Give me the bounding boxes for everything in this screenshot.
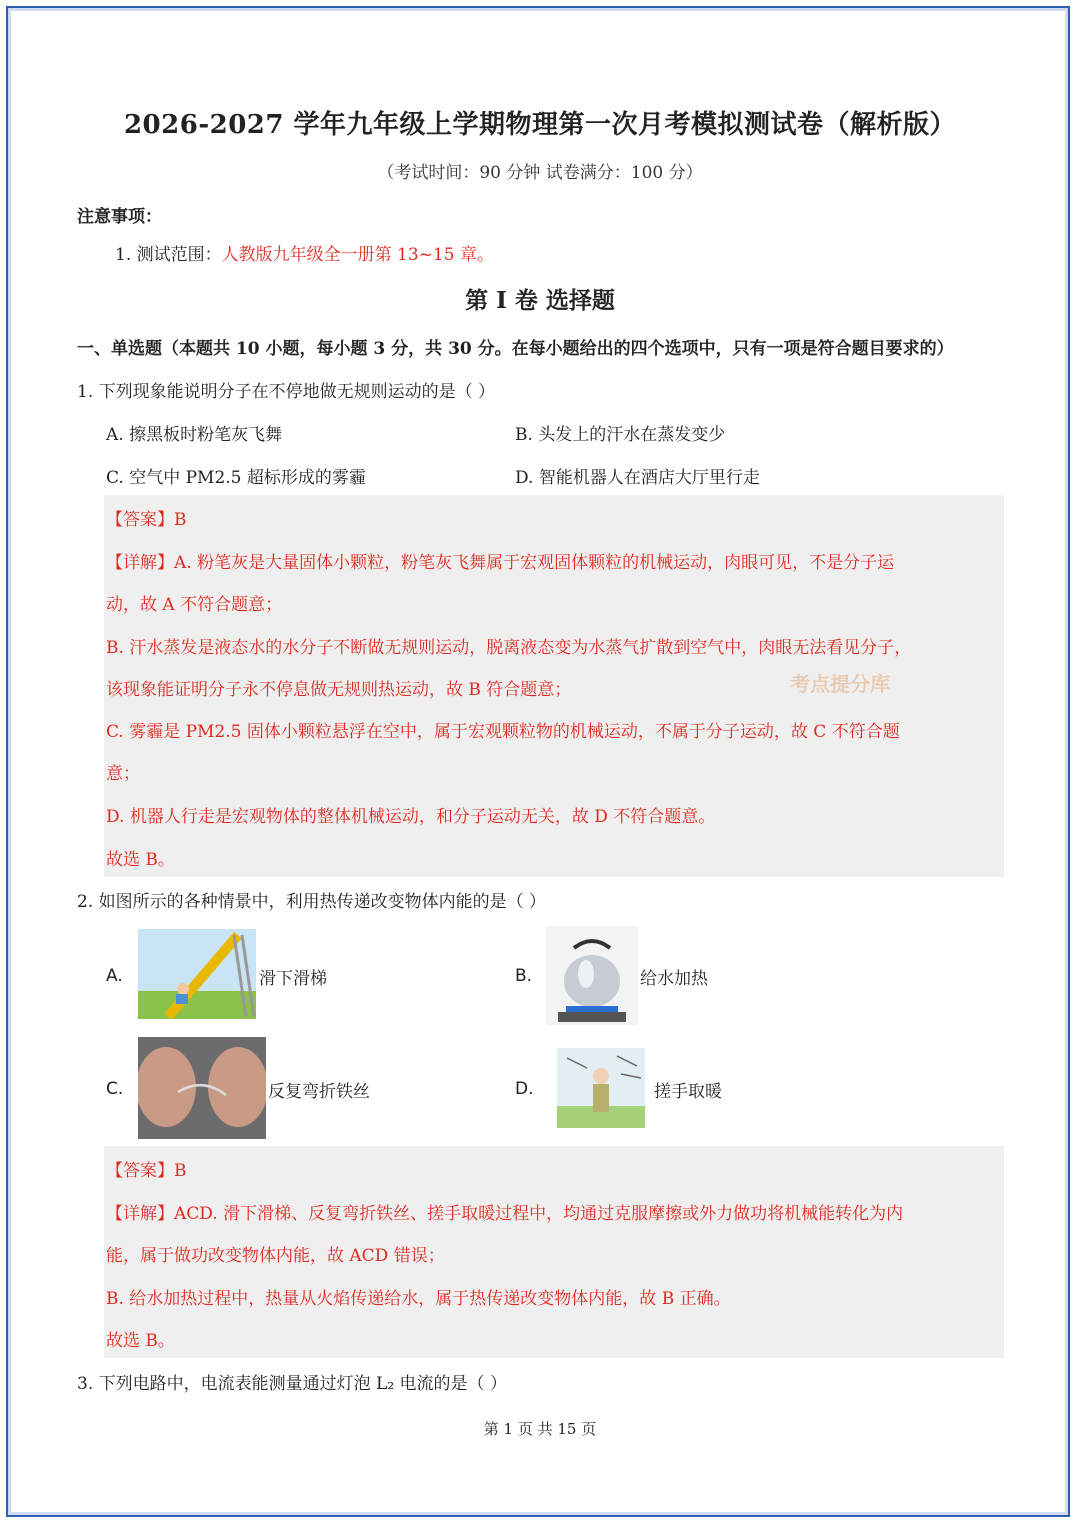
question-1-stem: 1. 下列现象能说明分子在不停地做无规则运动的是（ ） — [77, 382, 496, 402]
kettle-image — [546, 926, 638, 1025]
watermark-logo: 考点提分库 — [790, 672, 890, 696]
question-1-option-a: A. 擦黑板时粉笔灰飞舞 — [106, 425, 283, 445]
question-2-option-c-caption: 反复弯折铁丝 — [268, 1082, 370, 1102]
question-1-answer: 【答案】B — [106, 510, 187, 530]
question-1-explanation-line: B. 汗水蒸发是液态水的水分子不断做无规则运动，脱离液态变为水蒸气扩散到空气中，肉眼无法看见分子， — [106, 638, 912, 658]
question-1-explanation-line: 意； — [106, 764, 140, 784]
question-2-explanation-line: 【详解】ACD. 滑下滑梯、反复弯折铁丝、搓手取暖过程中，均通过克服摩擦或外力做功将机械能转化为内 — [106, 1204, 904, 1224]
question-1-explanation-line: 动，故 A 不符合题意； — [106, 595, 283, 615]
volume-title: 第 I 卷 选择题 — [465, 287, 615, 314]
page-footer: 第 1 页 共 15 页 — [483, 1420, 597, 1438]
question-1-explanation-line: D. 机器人行走是宏观物体的整体机械运动，和分子运动无关，故 D 不符合题意。 — [106, 807, 716, 827]
question-2-option-a-letter: A. — [106, 966, 123, 986]
question-2-option-d-letter: D. — [515, 1079, 534, 1099]
page-title: 2026-2027 学年九年级上学期物理第一次月考模拟测试卷（解析版） — [123, 110, 957, 140]
question-2-explanation-line: 能，属于做功改变物体内能，故 ACD 错误； — [106, 1246, 445, 1266]
question-1-option-c: C. 空气中 PM2.5 超标形成的雾霾 — [106, 468, 366, 488]
notice-heading: 注意事项： — [77, 207, 162, 227]
question-2-explanation-line: B. 给水加热过程中，热量从火焰传递给水，属于热传递改变物体内能，故 B 正确。 — [106, 1289, 731, 1309]
question-1-explanation-line: 该现象能证明分子永不停息做无规则热运动，故 B 符合题意； — [106, 680, 572, 700]
question-1-option-b: B. 头发上的汗水在蒸发变少 — [515, 425, 726, 445]
rubbing-hands-image — [557, 1048, 645, 1128]
question-2-option-b-letter: B. — [515, 966, 533, 986]
question-1-option-d: D. 智能机器人在酒店大厅里行走 — [515, 468, 760, 488]
notice-item — [115, 240, 494, 265]
question-2-answer: 【答案】B — [106, 1161, 187, 1181]
question-1-explanation-line: C. 雾霾是 PM2.5 固体小颗粒悬浮在空中，属于宏观颗粒物的机械运动，不属于分子运动，故 C 不符合题 — [106, 722, 900, 742]
question-2-option-d-caption: 搓手取暖 — [654, 1082, 722, 1102]
notice-item-value: 人教版九年级全一册第 13~15 章。 — [221, 245, 494, 265]
question-2-explanation-line: 故选 B。 — [106, 1331, 175, 1351]
question-1-explanation-line: 【详解】A. 粉笔灰是大量固体小颗粒，粉笔灰飞舞属于宏观固体颗粒的机械运动，肉眼可见，不是分子运 — [106, 553, 895, 573]
question-2-stem: 2. 如图所示的各种情景中，利用热传递改变物体内能的是（ ） — [77, 892, 547, 912]
question-2-option-a-caption: 滑下滑梯 — [259, 969, 327, 989]
exam-subtitle: （考试时间：90 分钟 试卷满分：100 分） — [377, 163, 703, 183]
wire-bending-image — [138, 1037, 266, 1139]
question-1-explanation-line: 故选 B。 — [106, 850, 175, 870]
notice-item-label: 1. 测试范围： — [115, 245, 222, 265]
question-2-option-c-letter: C. — [106, 1079, 124, 1099]
section-title: 一、单选题（本题共 10 小题，每小题 3 分，共 30 分。在每小题给出的四个选项中，只有一项是符合题目要求的） — [77, 339, 954, 359]
question-3-stem: 3. 下列电路中，电流表能测量通过灯泡 L₂ 电流的是（ ） — [77, 1374, 507, 1394]
slide-image — [138, 929, 256, 1019]
question-2-option-b-caption: 给水加热 — [640, 969, 708, 989]
